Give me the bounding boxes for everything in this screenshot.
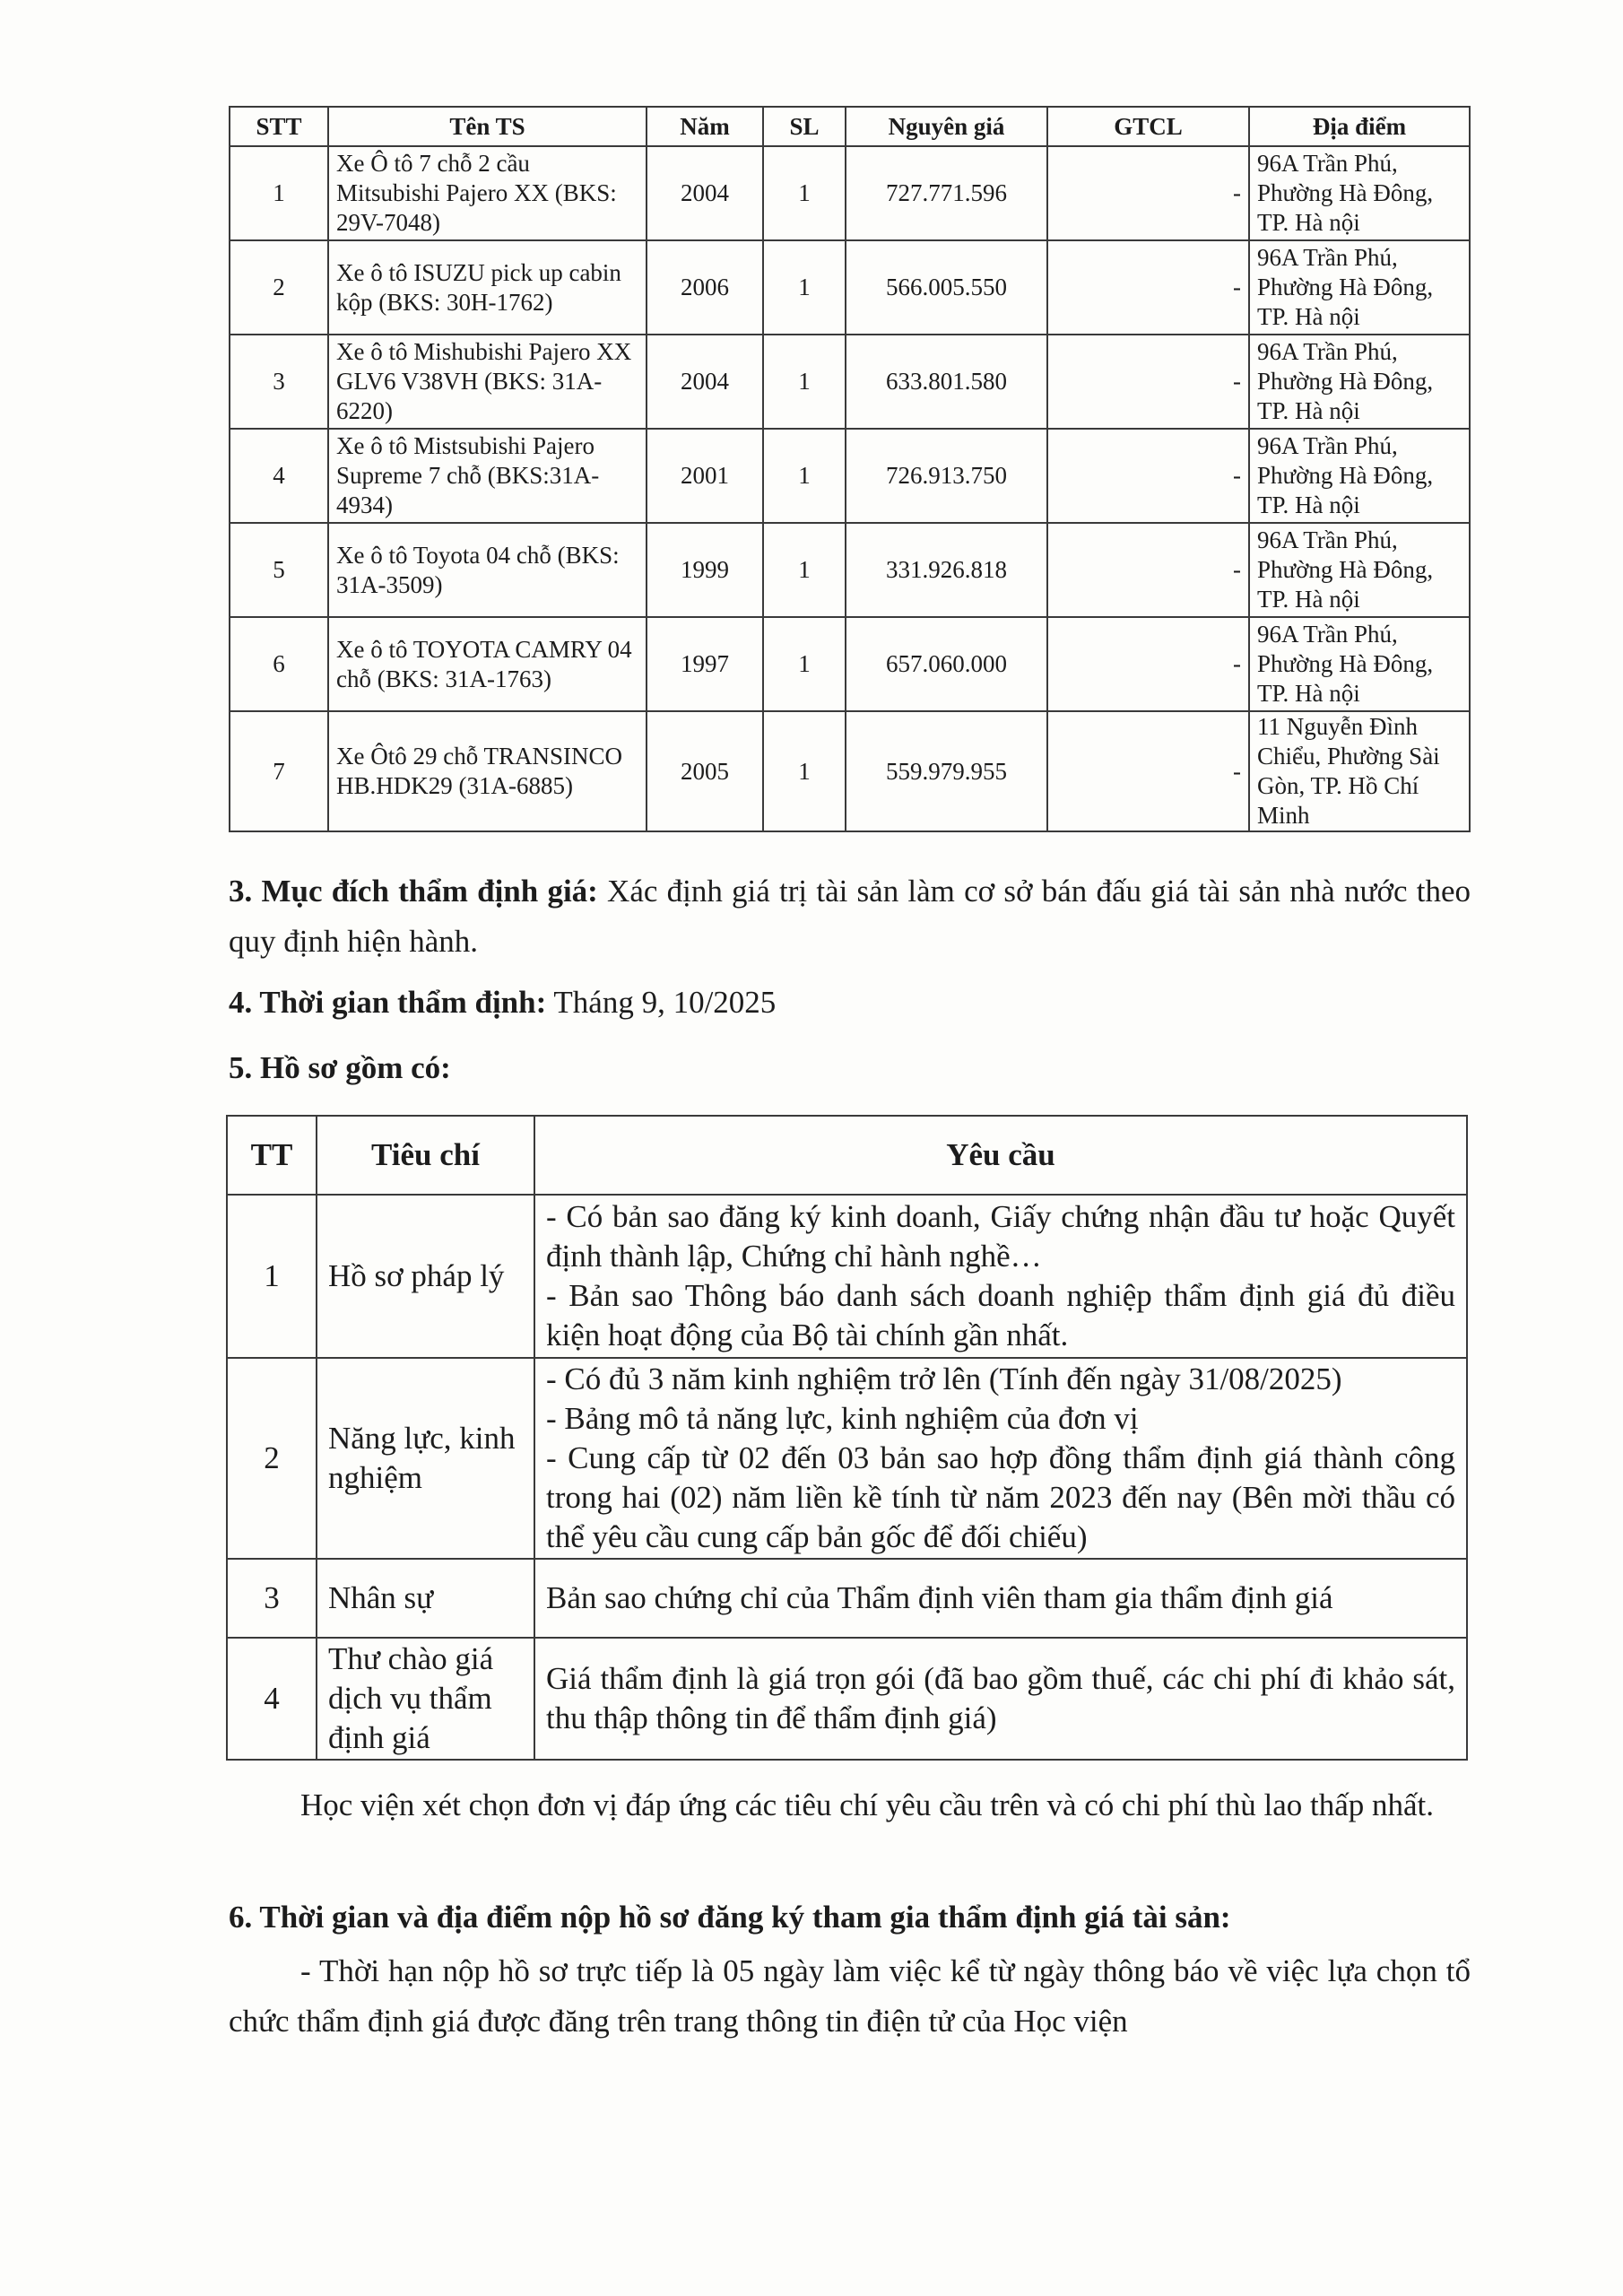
cell-stt: 5 bbox=[230, 523, 328, 617]
header-criteria: Tiêu chí bbox=[317, 1116, 534, 1195]
cell-stt: 2 bbox=[230, 240, 328, 335]
documents-table-header bbox=[227, 1116, 1467, 1195]
section-3-heading: 3. Mục đích thẩm định giá: bbox=[229, 874, 598, 909]
cell-cost: 566.005.550 bbox=[846, 240, 1047, 335]
header-year: Năm bbox=[647, 107, 763, 146]
cell-criteria: Thư chào giá dịch vụ thẩm định giá bbox=[317, 1638, 534, 1760]
header-gtcl: GTCL bbox=[1047, 107, 1249, 146]
cell-qty: 1 bbox=[763, 711, 846, 831]
cell-gtcl: - bbox=[1047, 523, 1249, 617]
table-row bbox=[227, 1195, 1467, 1358]
section-4-text: Tháng 9, 10/2025 bbox=[546, 985, 777, 1020]
header-name: Tên TS bbox=[328, 107, 647, 146]
cell-name: Xe ô tô ISUZU pick up cabin kộp (BKS: 30H-1762) bbox=[328, 240, 647, 335]
asset-table bbox=[229, 106, 1471, 832]
cell-requirements bbox=[534, 1195, 1467, 1358]
cell-stt: 6 bbox=[230, 617, 328, 711]
cell-cost: 331.926.818 bbox=[846, 523, 1047, 617]
section-6-paragraph bbox=[229, 1892, 1471, 1943]
cell-criteria: Năng lực, kinh nghiệm bbox=[317, 1358, 534, 1559]
cell-location: 11 Nguyễn Đình Chiểu, Phường Sài Gòn, TP. Hồ Chí Minh bbox=[1249, 711, 1470, 831]
cell-qty: 1 bbox=[763, 429, 846, 523]
header-qty: SL bbox=[763, 107, 846, 146]
cell-year: 2004 bbox=[647, 335, 763, 429]
documents-table bbox=[226, 1115, 1468, 1761]
table-row bbox=[227, 1559, 1467, 1638]
header-tt: TT bbox=[227, 1116, 317, 1195]
cell-cost: 726.913.750 bbox=[846, 429, 1047, 523]
cell-location: 96A Trần Phú, Phường Hà Đông, TP. Hà nội bbox=[1249, 335, 1470, 429]
cell-gtcl: - bbox=[1047, 711, 1249, 831]
requirement-line: - Cung cấp từ 02 đến 03 bản sao hợp đồng thẩm định giá thành công trong hai (02) năm liền kề tính từ năm 2023 đến nay (Bên mời thầu có thể yêu cầu cung cấp bản gốc để đối chiếu) bbox=[546, 1440, 1455, 1554]
cell-stt: 3 bbox=[230, 335, 328, 429]
cell-year: 1999 bbox=[647, 523, 763, 617]
cell-name: Xe ô tô Mistsubishi Pajero Supreme 7 chỗ (BKS:31A-4934) bbox=[328, 429, 647, 523]
section-4-paragraph bbox=[229, 978, 1471, 1028]
cell-gtcl: - bbox=[1047, 146, 1249, 240]
cell-name: Xe ô tô Mishubishi Pajero XX GLV6 V38VH (BKS: 31A-6220) bbox=[328, 335, 647, 429]
asset-table-header bbox=[230, 107, 1470, 146]
cell-tt: 1 bbox=[227, 1195, 317, 1358]
cell-gtcl: - bbox=[1047, 617, 1249, 711]
requirement-line: - Có bản sao đăng ký kinh doanh, Giấy chứng nhận đầu tư hoặc Quyết định thành lập, Chứng chỉ hành nghề… bbox=[546, 1199, 1455, 1274]
table-row bbox=[227, 1358, 1467, 1559]
requirement-line: - Bản sao Thông báo danh sách doanh nghiệp thẩm định giá đủ điều kiện hoạt động của Bộ tài chính gần nhất. bbox=[546, 1278, 1455, 1352]
header-requirements: Yêu cầu bbox=[534, 1116, 1467, 1195]
cell-tt: 4 bbox=[227, 1638, 317, 1760]
table-row bbox=[230, 617, 1470, 711]
section-5-heading: 5. Hồ sơ gồm có: bbox=[229, 1050, 451, 1085]
table-row bbox=[230, 429, 1470, 523]
cell-year: 2005 bbox=[647, 711, 763, 831]
cell-qty: 1 bbox=[763, 335, 846, 429]
cell-location: 96A Trần Phú, Phường Hà Đông, TP. Hà nội bbox=[1249, 240, 1470, 335]
header-stt: STT bbox=[230, 107, 328, 146]
cell-requirements bbox=[534, 1559, 1467, 1638]
cell-name: Xe Ôtô 29 chỗ TRANSINCO HB.HDK29 (31A-6885) bbox=[328, 711, 647, 831]
cell-location: 96A Trần Phú, Phường Hà Đông, TP. Hà nội bbox=[1249, 146, 1470, 240]
cell-year: 2006 bbox=[647, 240, 763, 335]
cell-qty: 1 bbox=[763, 146, 846, 240]
selection-note: Học viện xét chọn đơn vị đáp ứng các tiêu chí yêu cầu trên và có chi phí thù lao thấp nhất. bbox=[300, 1787, 1435, 1822]
cell-name: Xe ô tô TOYOTA CAMRY 04 chỗ (BKS: 31A-1763) bbox=[328, 617, 647, 711]
cell-cost: 727.771.596 bbox=[846, 146, 1047, 240]
cell-stt: 4 bbox=[230, 429, 328, 523]
cell-year: 1997 bbox=[647, 617, 763, 711]
cell-criteria: Hồ sơ pháp lý bbox=[317, 1195, 534, 1358]
table-row bbox=[230, 240, 1470, 335]
requirement-line: Giá thẩm định là giá trọn gói (đã bao gồm thuế, các chi phí đi khảo sát, thu thập thông tin để thẩm định giá) bbox=[546, 1661, 1455, 1735]
cell-name: Xe Ô tô 7 chỗ 2 cầu Mitsubishi Pajero XX (BKS: 29V-7048) bbox=[328, 146, 647, 240]
header-cost: Nguyên giá bbox=[846, 107, 1047, 146]
section-6-heading: 6. Thời gian và địa điểm nộp hồ sơ đăng ký tham gia thẩm định giá tài sản: bbox=[229, 1900, 1231, 1935]
cell-location: 96A Trần Phú, Phường Hà Đông, TP. Hà nội bbox=[1249, 429, 1470, 523]
requirement-line: - Bảng mô tả năng lực, kinh nghiệm của đơn vị bbox=[546, 1401, 1139, 1436]
cell-location: 96A Trần Phú, Phường Hà Đông, TP. Hà nội bbox=[1249, 523, 1470, 617]
section-4-heading: 4. Thời gian thẩm định: bbox=[229, 985, 547, 1020]
requirement-line: - Có đủ 3 năm kinh nghiệm trở lên (Tính đến ngày 31/08/2025) bbox=[546, 1361, 1342, 1396]
section-6-text: - Thời hạn nộp hồ sơ trực tiếp là 05 ngày làm việc kể từ ngày thông báo về việc lựa chọn tổ chức thẩm định giá được đăng trên trang thông tin điện tử của Học viện bbox=[229, 1953, 1471, 2039]
cell-gtcl: - bbox=[1047, 335, 1249, 429]
table-row bbox=[227, 1638, 1467, 1760]
table-row bbox=[230, 146, 1470, 240]
cell-tt: 3 bbox=[227, 1559, 317, 1638]
cell-gtcl: - bbox=[1047, 240, 1249, 335]
cell-location: 96A Trần Phú, Phường Hà Đông, TP. Hà nội bbox=[1249, 617, 1470, 711]
table-row bbox=[230, 523, 1470, 617]
section-5-paragraph bbox=[229, 1043, 1471, 1093]
cell-requirements bbox=[534, 1638, 1467, 1760]
cell-requirements bbox=[534, 1358, 1467, 1559]
cell-qty: 1 bbox=[763, 240, 846, 335]
cell-criteria: Nhân sự bbox=[317, 1559, 534, 1638]
section-3-paragraph bbox=[229, 866, 1471, 967]
cell-stt: 7 bbox=[230, 711, 328, 831]
cell-qty: 1 bbox=[763, 523, 846, 617]
cell-gtcl: - bbox=[1047, 429, 1249, 523]
table-row bbox=[230, 711, 1470, 831]
cell-stt: 1 bbox=[230, 146, 328, 240]
cell-year: 2001 bbox=[647, 429, 763, 523]
requirement-line: Bản sao chứng chỉ của Thẩm định viên tham gia thẩm định giá bbox=[546, 1580, 1333, 1615]
cell-tt: 2 bbox=[227, 1358, 317, 1559]
section-3-text: Xác định giá trị tài sản làm cơ sở bán đấu giá tài sản nhà nước theo quy định hiện hành. bbox=[229, 874, 1471, 959]
cell-cost: 633.801.580 bbox=[846, 335, 1047, 429]
cell-cost: 657.060.000 bbox=[846, 617, 1047, 711]
header-location: Địa điểm bbox=[1249, 107, 1470, 146]
table-row bbox=[230, 335, 1470, 429]
cell-year: 2004 bbox=[647, 146, 763, 240]
cell-cost: 559.979.955 bbox=[846, 711, 1047, 831]
cell-name: Xe ô tô Toyota 04 chỗ (BKS: 31A-3509) bbox=[328, 523, 647, 617]
cell-qty: 1 bbox=[763, 617, 846, 711]
